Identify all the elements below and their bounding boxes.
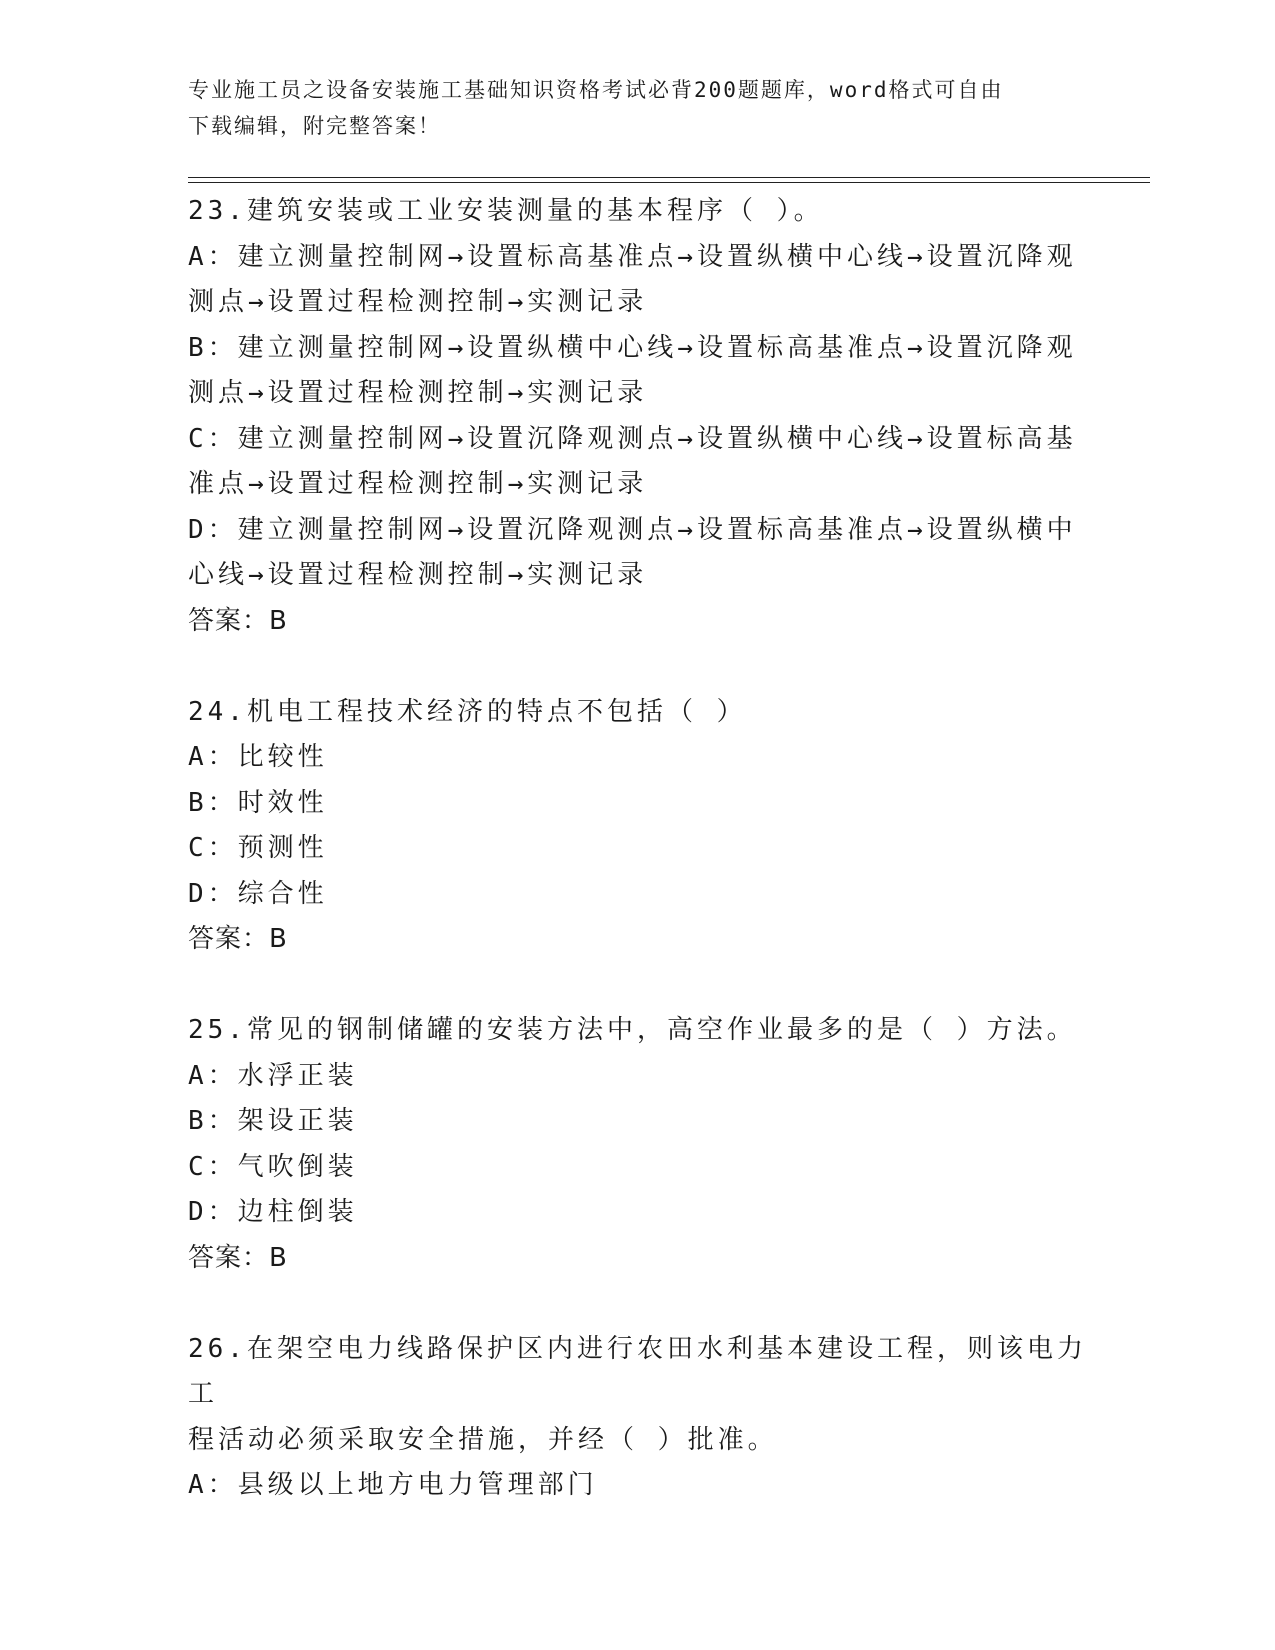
option-d: D：边柱倒装 <box>188 1197 358 1227</box>
option-b-cont: 测点→设置过程检测控制→实测记录 <box>188 378 648 408</box>
option-b: B：时效性 <box>188 787 328 818</box>
option-a: A：比较性 <box>188 742 328 772</box>
answer: 答案：B <box>188 1242 288 1273</box>
option-c: C：建立测量控制网→设置沉降观测点→设置纵横中心线→设置标高基 <box>188 423 1077 454</box>
option-c: C：预测性 <box>188 833 328 863</box>
option-c-cont: 准点→设置过程检测控制→实测记录 <box>188 469 648 499</box>
question-26 <box>188 1327 1088 1509</box>
option-b: B：建立测量控制网→设置纵横中心线→设置标高基准点→设置沉降观 <box>188 332 1077 363</box>
document-header <box>188 72 1088 144</box>
question-24 <box>188 690 1088 963</box>
question-text: 25.常见的钢制储罐的安装方法中，高空作业最多的是（ ）方法。 <box>188 1015 1077 1045</box>
header-divider-bottom <box>188 182 1150 183</box>
question-text: 23.建筑安装或工业安装测量的基本程序（ ）。 <box>188 196 824 226</box>
option-a: A：建立测量控制网→设置标高基准点→设置纵横中心线→设置沉降观 <box>188 241 1077 272</box>
question-list <box>188 189 1088 1509</box>
option-d: D：综合性 <box>188 878 328 909</box>
option-a: A：水浮正装 <box>188 1060 358 1091</box>
option-d-cont: 心线→设置过程检测控制→实测记录 <box>188 560 648 590</box>
question-25 <box>188 1008 1088 1281</box>
header-line-1: 专业施工员之设备安装施工基础知识资格考试必背200题题库，word格式可自由 <box>188 78 1004 102</box>
spacer <box>188 644 1088 690</box>
option-a: A：县级以上地方电力管理部门 <box>188 1470 598 1500</box>
spacer <box>188 1281 1088 1327</box>
question-23 <box>188 189 1088 644</box>
question-text: 24.机电工程技术经济的特点不包括（ ） <box>188 696 747 727</box>
option-d: D：建立测量控制网→设置沉降观测点→设置标高基准点→设置纵横中 <box>188 514 1077 545</box>
option-a-cont: 测点→设置过程检测控制→实测记录 <box>188 287 648 317</box>
answer: 答案：B <box>188 924 288 954</box>
spacer <box>188 963 1088 1009</box>
question-text: 26.在架空电力线路保护区内进行农田水利基本建设工程，则该电力工 <box>188 1333 1087 1409</box>
option-b: B：架设正装 <box>188 1106 358 1136</box>
header-divider-top <box>188 177 1150 178</box>
answer: 答案：B <box>188 605 288 636</box>
header-line-2: 下载编辑，附完整答案！ <box>188 114 441 138</box>
question-text-cont: 程活动必须采取安全措施，并经（ ）批准。 <box>188 1424 778 1455</box>
option-c: C：气吹倒装 <box>188 1151 358 1182</box>
